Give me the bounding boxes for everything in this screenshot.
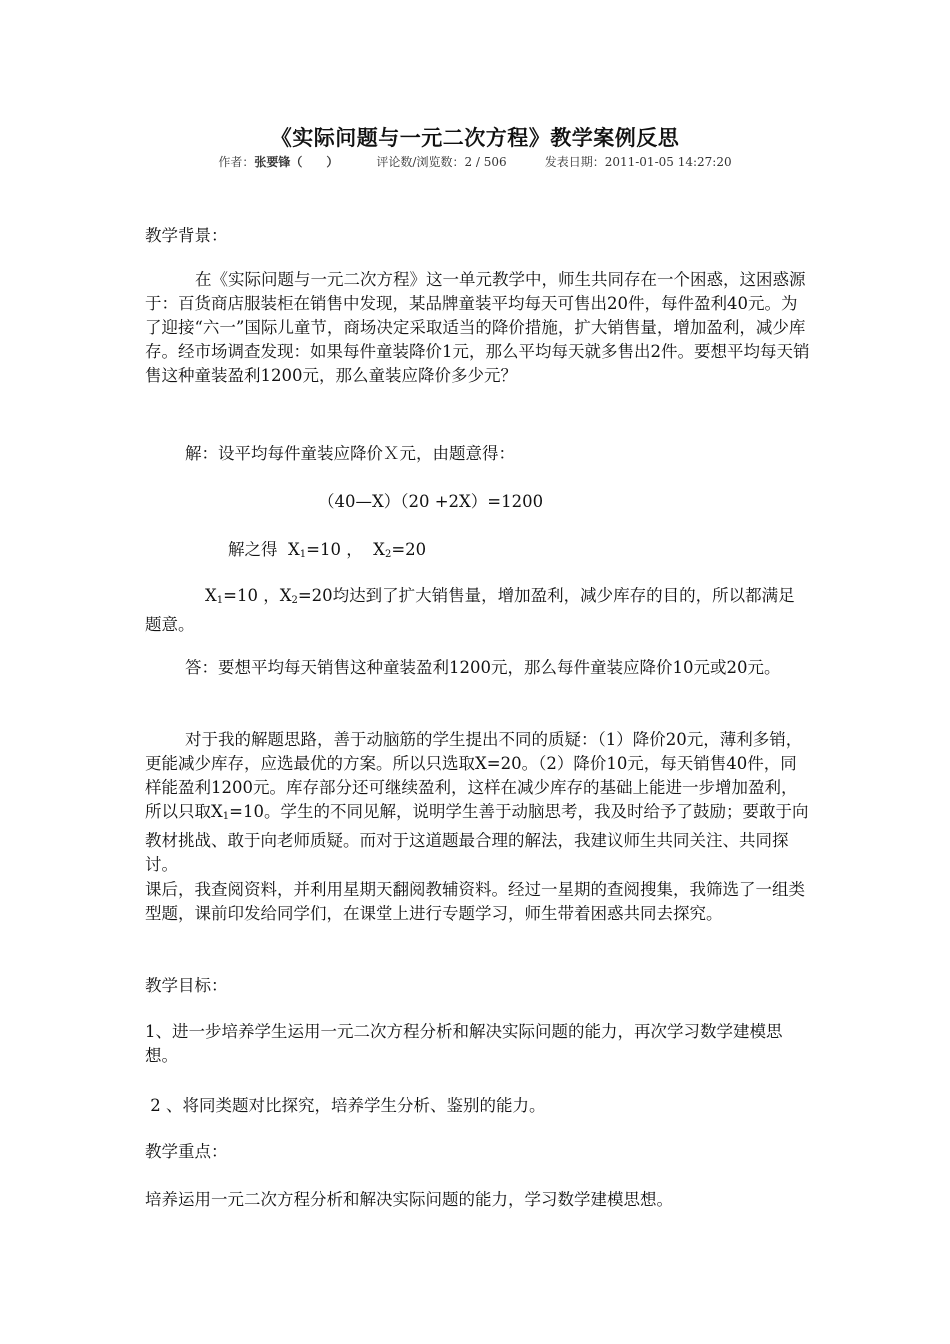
- stats-label: 评论数/浏览数：: [376, 155, 465, 169]
- roots-line: 解之得 $X_1=10$ ， $X_2=20$: [228, 540, 427, 560]
- background-heading: 教学背景：: [145, 226, 228, 245]
- reflection-paragraph: 对于我的解题思路，善于动脑筋的学生提出不同的质疑：（1）降价20元，薄利多销，更能减少库存，应选最优的方案。所以只选取X=20。（2）降价10元，每天销售40件，同样能盈利1200元。库存部分还可继续盈利，这样在减少库存的基础上能进一步增加盈利，所以只取$X_1=10$。学生的不同见解，说明学生善于动脑思考，我及时给予了鼓励；要敢于向教材挑战、敢于向老师质疑。而对于这道题最合理的解法，我建议师生共同关注、共同探讨。: [145, 730, 809, 874]
- key-points-heading: 教学重点：: [145, 1142, 228, 1161]
- solution-intro: 解：设平均每件童装应降价Ｘ元，由题意得：: [185, 444, 515, 463]
- date-label: 发表日期：: [544, 155, 605, 169]
- goal-item-1: 1、进一步培养学生运用一元二次方程分析和解决实际问题的能力，再次学习数学建模思想。: [145, 1022, 783, 1065]
- article-meta: [0, 153, 950, 170]
- goals-heading: 教学目标：: [145, 976, 228, 995]
- roots-check-paragraph: $X_1=10$ ，$X_2=20$均达到了扩大销售量，增加盈利，减少库存的目的，所以都满足题意。: [145, 586, 795, 634]
- page-title: 《实际问题与一元二次方程》教学案例反思: [270, 126, 680, 150]
- stats-value: 2 / 506: [464, 155, 507, 169]
- key-points-text: 培养运用一元二次方程分析和解决实际问题的能力，学习数学建模思想。: [145, 1190, 673, 1209]
- author-name: 张要锋（ ）: [254, 155, 339, 169]
- background-paragraph: 在《实际问题与一元二次方程》这一单元教学中，师生共同存在一个困惑，这困惑源于：百货商店服装柜在销售中发现，某品牌童装平均每天可售出20件，每件盈利40元。为了迎接“六一”国际儿童节，商场决定采取适当的降价措施，扩大销售量，增加盈利，减少库存。经市场调查发现：如果每件童装降价1元，那么平均每天就多售出2件。要想平均每天销售这种童装盈利1200元，那么童装应降价多少元？: [145, 270, 810, 385]
- author-label: 作者：: [218, 155, 255, 169]
- goal-item-2: 2 、将同类题对比探究，培养学生分析、鉴别的能力。: [145, 1096, 546, 1115]
- equation: （40—X）（20 +2X）=1200: [318, 492, 544, 511]
- date-value: 2011-01-05 14:27:20: [604, 155, 732, 169]
- answer-paragraph: 答：要想平均每天销售这种童装盈利1200元，那么每件童装应降价10元或20元。: [185, 658, 781, 677]
- after-class-paragraph: 课后，我查阅资料，并利用星期天翻阅教辅资料。经过一星期的查阅搜集，我筛选了一组类型题，课前印发给同学们，在课堂上进行专题学习，师生带着困惑共同去探究。: [145, 880, 805, 923]
